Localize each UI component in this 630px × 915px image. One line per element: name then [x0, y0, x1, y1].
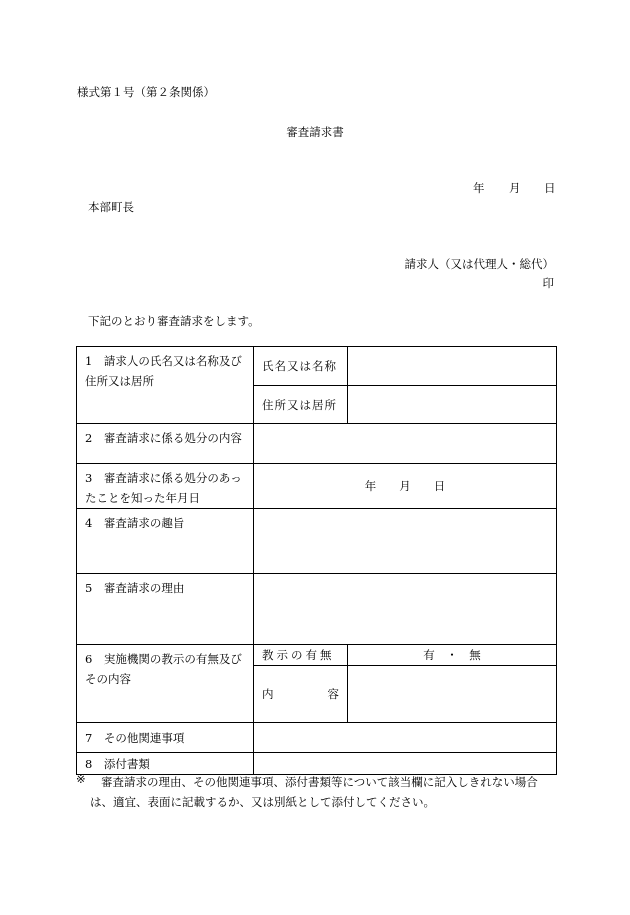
reason-field[interactable]: [254, 574, 557, 645]
row7-label: 7 その他関連事項: [77, 723, 254, 753]
date-day: 日: [544, 181, 556, 195]
instruction-presence-label: 教示の有無: [254, 645, 348, 666]
purpose-field[interactable]: [254, 509, 557, 574]
date-year: 年: [473, 181, 485, 195]
row2-label: 2 審査請求に係る処分の内容: [77, 424, 254, 464]
seal-mark: 印: [542, 276, 554, 290]
addressee: 本部町長: [88, 200, 134, 214]
form-number: 様式第１号（第２条関係）: [77, 85, 215, 99]
name-label: 氏名又は名称: [262, 359, 337, 373]
row1-sub-address: [254, 386, 348, 424]
disposition-content-field[interactable]: [254, 424, 557, 464]
address-label: 住所又は居所: [262, 397, 337, 412]
intro-text: 下記のとおり審査請求をします。: [88, 314, 260, 328]
row1-label: 1 請求人の氏名又は名称及び住所又は居所: [77, 347, 254, 424]
row8-label: 8 添付書類: [77, 753, 254, 775]
name-field[interactable]: [348, 347, 557, 386]
instruction-presence-field[interactable]: 有 ・ 無: [348, 645, 557, 666]
date-month: 月: [509, 181, 521, 195]
footnote: 審査請求の理由、その他関連事項、添付書類等について該当欄に記入しきれない場合は、適宜、表面に記載するか、又は別紙として添付してください。: [90, 775, 538, 809]
address-field[interactable]: [348, 386, 557, 424]
known-date-field[interactable]: 年 月 日: [254, 464, 557, 509]
row6-label: 6 実施機関の教示の有無及びその内容: [77, 645, 254, 723]
instruction-content-label: 内 容: [254, 666, 348, 723]
requester-label: 請求人（又は代理人・総代）: [404, 257, 554, 271]
related-matters-field[interactable]: [254, 723, 557, 753]
instruction-content-field[interactable]: [348, 666, 557, 723]
row4-label: 4 審査請求の趣旨: [77, 509, 254, 574]
row5-label: 5 審査請求の理由: [77, 574, 254, 645]
row1-sub-name: [254, 347, 348, 386]
row3-label: 3 審査請求に係る処分のあったことを知った年月日: [77, 464, 254, 509]
document-title: 審査請求書: [286, 125, 344, 139]
note-mark: ※: [76, 772, 86, 786]
request-form-table: [76, 346, 557, 775]
